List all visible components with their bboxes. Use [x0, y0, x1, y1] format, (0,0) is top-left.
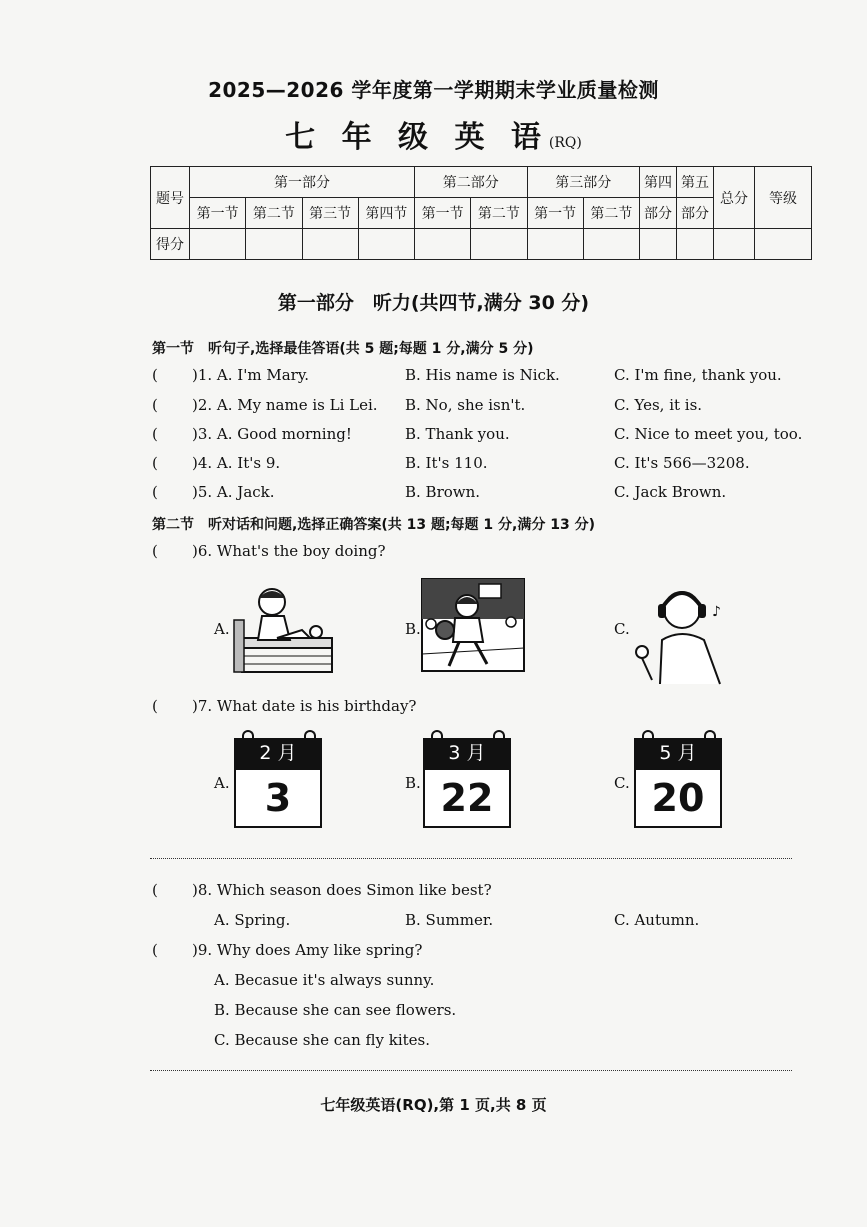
boy-basketball-icon — [421, 578, 525, 672]
question-4: ( )4. A. It's 9. — [152, 454, 281, 472]
calendar-icon — [634, 732, 722, 824]
calendar-ring — [642, 730, 654, 748]
score-cell — [471, 229, 527, 260]
exam-title: 七 年 级 英 语(RQ) — [285, 120, 582, 155]
question-2: ( )2. A. My name is Li Lei. — [152, 396, 378, 414]
calendar-month: 3 月 — [423, 738, 511, 768]
exam-title-suffix: (RQ) — [548, 135, 582, 151]
q5-option-c: C. Jack Brown. — [614, 483, 727, 501]
dotted-divider — [150, 1070, 792, 1071]
boy-headphones-icon — [632, 580, 736, 688]
score-row-label: 得分 — [151, 229, 190, 260]
question-7: ( )7. What date is his birthday? — [152, 697, 417, 715]
score-table-section: 第一节 — [415, 198, 471, 229]
score-table-part4: 第四 — [640, 167, 677, 198]
q7-label-b: B. — [405, 774, 421, 792]
calendar-ring — [242, 730, 254, 748]
calendar-icon — [423, 732, 511, 824]
score-table-total: 总分 — [714, 167, 755, 229]
question-5: ( )5. A. Jack. — [152, 483, 275, 501]
score-table-grade: 等级 — [755, 167, 812, 229]
q7-label-a: A. — [214, 774, 230, 792]
score-table-part5: 第五 — [677, 167, 714, 198]
q1-option-c: C. I'm fine, thank you. — [614, 366, 782, 384]
score-table-part3: 第三部分 — [527, 167, 640, 198]
q8-option-a: A. Spring. — [214, 911, 291, 929]
score-cell — [302, 229, 358, 260]
svg-text:♪: ♪ — [712, 604, 721, 620]
q5-option-b: B. Brown. — [405, 483, 481, 501]
dotted-divider — [150, 858, 792, 859]
q9-option-b: B. Because she can see flowers. — [214, 1001, 457, 1019]
calendar-day: 22 — [423, 768, 511, 828]
q1-option-b: B. His name is Nick. — [405, 366, 560, 384]
score-table-section: 第二节 — [246, 198, 302, 229]
q9-option-c: C. Because she can fly kites. — [214, 1031, 431, 1049]
calendar-month: 2 月 — [234, 738, 322, 768]
boy-reading-icon — [232, 580, 336, 676]
q8-option-c: C. Autumn. — [614, 911, 700, 929]
section2-title: 第二节 听对话和问题,选择正确答案(共 13 题;每题 1 分,满分 13 分) — [152, 517, 595, 533]
score-table-section: 第二节 — [471, 198, 527, 229]
score-cell — [714, 229, 755, 260]
q6-label-b: B. — [405, 620, 421, 638]
page-footer: 七年级英语(RQ),第 1 页,共 8 页 — [320, 1096, 547, 1114]
score-table-part4-b: 部分 — [640, 198, 677, 229]
score-cell — [415, 229, 471, 260]
q7-label-c: C. — [614, 774, 630, 792]
q6-label-a: A. — [214, 620, 230, 638]
score-table-section: 第一节 — [527, 198, 583, 229]
score-table-part1: 第一部分 — [190, 167, 415, 198]
score-table-header-label: 题号 — [151, 167, 190, 229]
q4-option-c: C. It's 566—3208. — [614, 454, 750, 472]
score-table — [150, 166, 812, 260]
exam-header: 2025—2026 学年度第一学期期末学业质量检测 — [208, 78, 659, 102]
question-3: ( )3. A. Good morning! — [152, 425, 352, 443]
part1-title: 第一部分 听力(共四节,满分 30 分) — [277, 292, 590, 314]
calendar-ring — [431, 730, 443, 748]
calendar-icon — [234, 732, 322, 824]
calendar-month: 5 月 — [634, 738, 722, 768]
q2-option-c: C. Yes, it is. — [614, 396, 703, 414]
score-table-section: 第四节 — [358, 198, 414, 229]
calendar-ring — [304, 730, 316, 748]
calendar-day: 3 — [234, 768, 322, 828]
score-cell — [527, 229, 583, 260]
score-cell — [358, 229, 414, 260]
score-cell — [755, 229, 812, 260]
q6-label-c: C. — [614, 620, 630, 638]
q3-option-b: B. Thank you. — [405, 425, 510, 443]
score-table-section: 第三节 — [302, 198, 358, 229]
score-cell — [677, 229, 714, 260]
score-cell — [190, 229, 246, 260]
score-table-section: 第二节 — [583, 198, 639, 229]
q9-option-a: A. Becasue it's always sunny. — [214, 971, 435, 989]
q4-option-b: B. It's 110. — [405, 454, 488, 472]
score-cell — [583, 229, 639, 260]
question-8: ( )8. Which season does Simon like best? — [152, 881, 492, 899]
score-table-part5-b: 部分 — [677, 198, 714, 229]
q8-option-b: B. Summer. — [405, 911, 494, 929]
score-cell — [640, 229, 677, 260]
q2-option-b: B. No, she isn't. — [405, 396, 526, 414]
calendar-ring — [704, 730, 716, 748]
score-cell — [246, 229, 302, 260]
question-6: ( )6. What's the boy doing? — [152, 542, 386, 560]
calendar-day: 20 — [634, 768, 722, 828]
calendar-ring — [493, 730, 505, 748]
score-table-part2: 第二部分 — [415, 167, 528, 198]
question-1: ( )1. A. I'm Mary. — [152, 366, 310, 384]
score-table-section: 第一节 — [190, 198, 246, 229]
section1-title: 第一节 听句子,选择最佳答语(共 5 题;每题 1 分,满分 5 分) — [152, 341, 534, 357]
q3-option-c: C. Nice to meet you, too. — [614, 425, 803, 443]
question-9: ( )9. Why does Amy like spring? — [152, 941, 423, 959]
